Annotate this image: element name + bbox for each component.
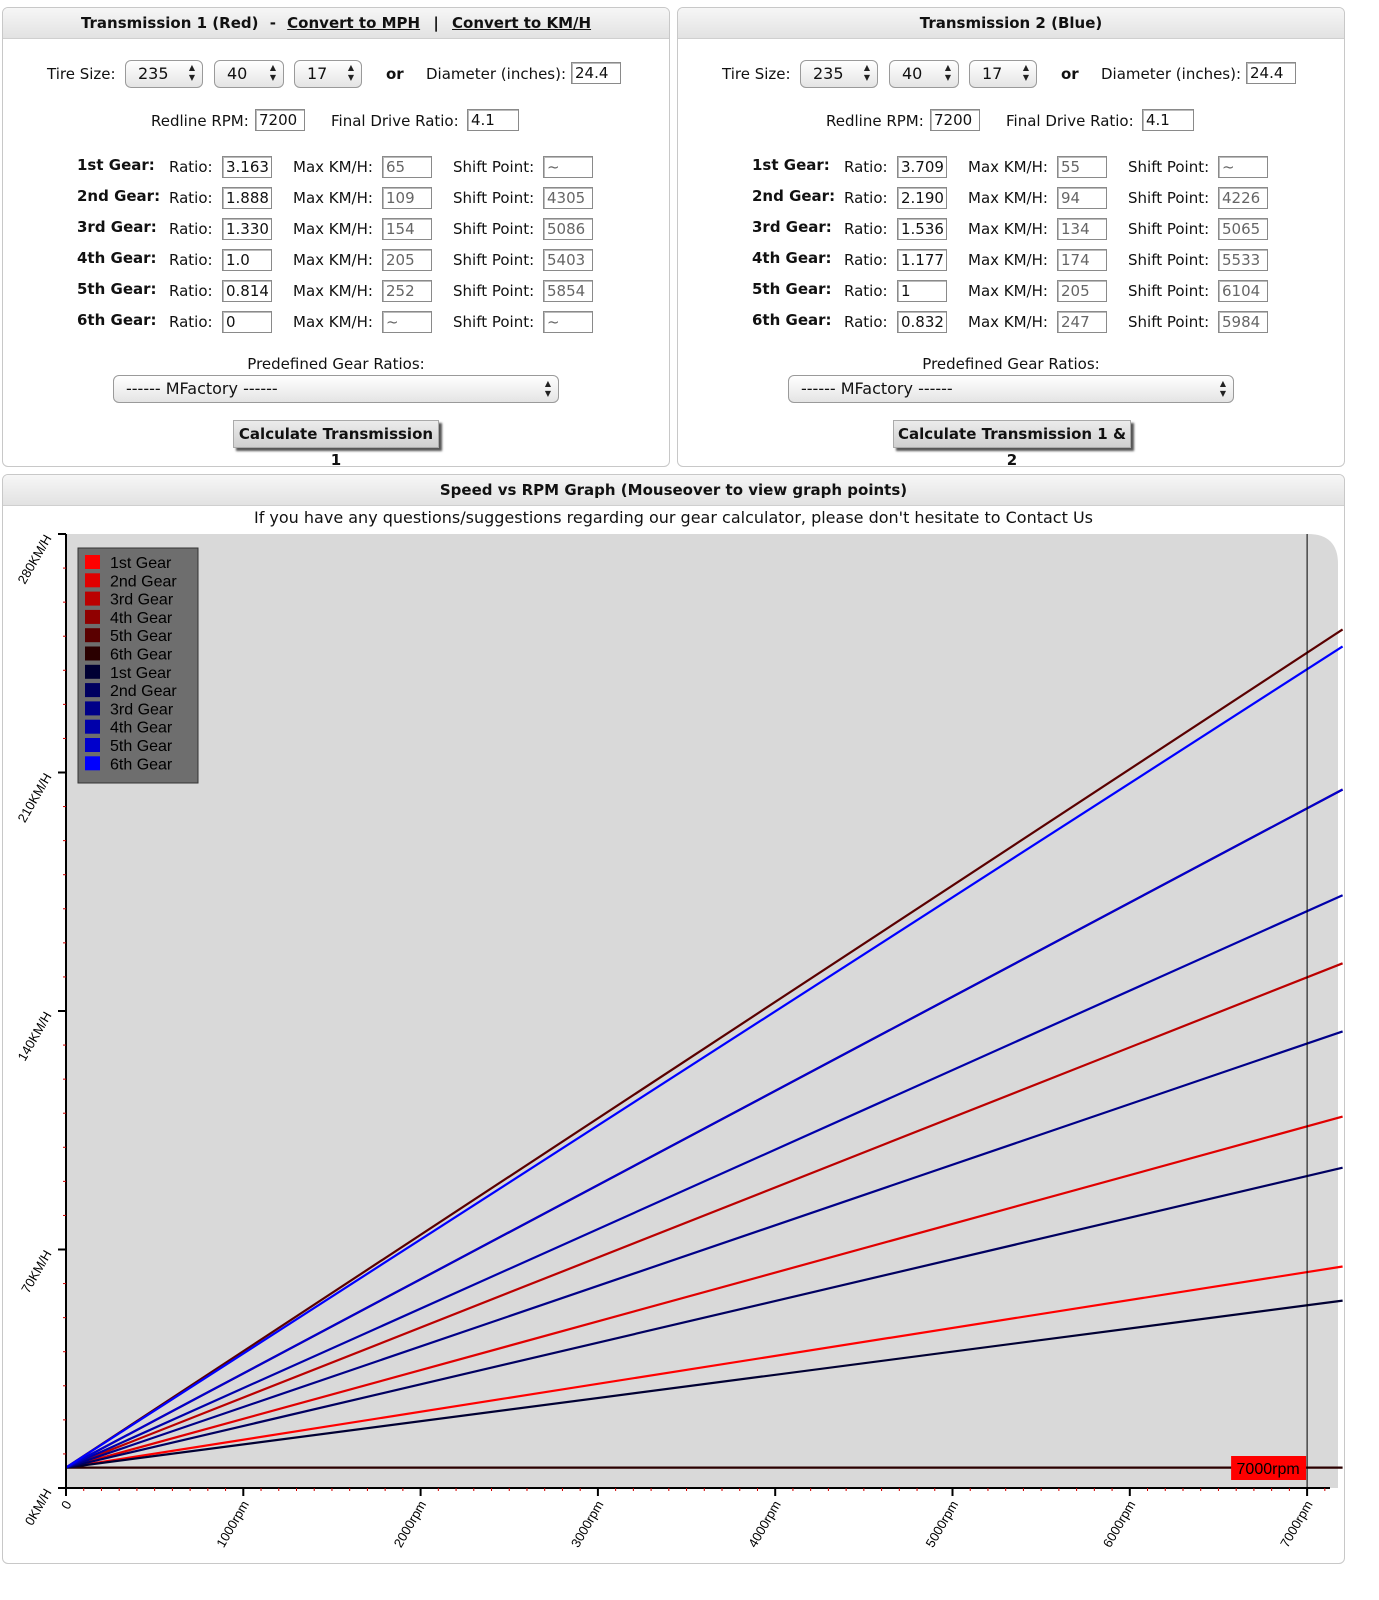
redline-rpm-label: Redline RPM: [826,112,924,130]
gear-ratio-input[interactable] [222,311,272,333]
tire-aspect-select[interactable] [214,60,284,88]
x-tick-label: 1000rpm [213,1498,252,1550]
ratio-label: Ratio: [169,282,213,300]
ratio-label: Ratio: [844,220,888,238]
updown-arrows-icon: ▲ ▼ [544,379,551,398]
header-separator: - [269,14,276,32]
legend-entry: 6th Gear [110,646,173,664]
legend-swatch [85,738,100,752]
legend-swatch [85,665,100,679]
predefined-ratios-label: Predefined Gear Ratios: [922,355,1100,373]
x-tick-label: 3000rpm [567,1498,607,1550]
final-drive-label: Final Drive Ratio: [331,112,459,130]
shift-point-output [1218,187,1268,209]
shift-point-label: Shift Point: [1128,158,1210,176]
final-drive-input[interactable] [1142,109,1194,131]
ratio-label: Ratio: [169,158,213,176]
gear-ratio-input[interactable] [222,156,272,178]
y-tick-label: 210KM/H [14,770,55,825]
x-tick-label: 0 [57,1498,75,1512]
transmission-2-panel [677,7,1345,467]
shift-point-label: Shift Point: [1128,251,1210,269]
shift-point-output [543,280,593,302]
select-value: ------ MFactory ------ [801,379,953,398]
tire-rim-select[interactable] [294,60,362,88]
predefined-ratios-label: Predefined Gear Ratios: [247,355,425,373]
updown-arrows-icon: ▲ ▼ [1022,63,1029,82]
max-speed-label: Max KM/H: [968,282,1048,300]
tire-width-select[interactable] [125,60,203,88]
x-tick-label: 2000rpm [390,1498,430,1550]
y-tick-label: 280KM/H [14,532,55,587]
ratio-label: Ratio: [844,313,888,331]
legend-swatch [85,592,100,606]
gear-label: 1st Gear: [752,156,830,174]
header-separator: | [433,14,439,32]
gear-ratio-input[interactable] [222,218,272,240]
legend-swatch [85,683,100,697]
shift-point-label: Shift Point: [1128,313,1210,331]
legend-entry: 5th Gear [110,738,173,755]
max-speed-output [382,280,432,302]
gear-label: 5th Gear: [77,280,157,298]
or-label: or [386,65,404,83]
gear-ratio-input[interactable] [897,156,947,178]
select-value: 40 [902,64,923,83]
max-speed-label: Max KM/H: [968,189,1048,207]
diameter-label: Diameter (inches): [426,65,567,83]
diameter-input[interactable] [1246,62,1296,84]
tire-rim-select[interactable] [969,60,1037,88]
graph-panel [2,474,1345,1564]
shift-point-output [543,156,593,178]
ratio-label: Ratio: [844,158,888,176]
transmission-1-title: Transmission 1 (Red) [80,14,259,32]
tire-size-label: Tire Size: [722,65,791,83]
y-tick-label: 70KM/H [18,1247,55,1296]
convert-to-kmh-link[interactable]: Convert to KM/H [452,14,592,32]
updown-arrows-icon: ▲ ▼ [1219,379,1226,398]
gear-label: 1st Gear: [77,156,155,174]
transmission-1-header [3,8,669,39]
max-speed-output [382,249,432,271]
predefined-ratios-select[interactable] [788,375,1234,403]
gear-label: 3rd Gear: [752,218,832,236]
max-speed-label: Max KM/H: [968,313,1048,331]
legend-swatch [85,573,100,587]
max-speed-label: Max KM/H: [293,220,373,238]
gear-ratio-input[interactable] [897,249,947,271]
gear-ratio-input[interactable] [897,218,947,240]
speed-rpm-chart[interactable] [3,475,1345,1564]
gear-label: 3rd Gear: [77,218,157,236]
graph-title: Speed vs RPM Graph (Mouseover to view graph points) [3,475,1344,506]
transmission-1-panel [2,7,670,467]
updown-arrows-icon: ▲ ▼ [944,63,951,82]
y-tick-label: 140KM/H [14,1009,55,1064]
tire-size-label: Tire Size: [47,65,116,83]
legend-entry: 2nd Gear [110,683,177,701]
gear-ratio-input[interactable] [897,187,947,209]
legend-swatch [85,555,100,569]
max-speed-output [382,218,432,240]
ratio-label: Ratio: [169,189,213,207]
select-value: ------ MFactory ------ [126,379,278,398]
shift-point-output [1218,311,1268,333]
legend-entry: 1st Gear [110,555,172,572]
redline-rpm-label: Redline RPM: [151,112,249,130]
gear-label: 2nd Gear: [752,187,836,205]
legend-swatch [85,647,100,661]
max-speed-label: Max KM/H: [968,220,1048,238]
max-speed-output [1057,311,1107,333]
gear-ratio-input[interactable] [222,187,272,209]
legend-entry: 6th Gear [110,756,173,774]
chart-legend [78,548,198,783]
gear-ratio-input[interactable] [222,249,272,271]
max-speed-output [382,187,432,209]
max-speed-output [1057,280,1107,302]
legend-swatch [85,756,100,770]
or-label: or [1061,65,1079,83]
max-speed-label: Max KM/H: [293,313,373,331]
ratio-label: Ratio: [844,282,888,300]
ratio-label: Ratio: [169,251,213,269]
calculate-button[interactable]: Calculate Transmission 1 & 2 [893,420,1131,448]
legend-swatch [85,628,100,642]
x-tick-label: 5000rpm [922,1498,962,1550]
max-speed-output [1057,218,1107,240]
ratio-label: Ratio: [844,251,888,269]
rpm-marker-label: 7000rpm [1236,1461,1300,1478]
max-speed-label: Max KM/H: [293,189,373,207]
legend-entry: 4th Gear [110,719,173,737]
select-value: 235 [813,64,844,83]
ratio-label: Ratio: [169,220,213,238]
shift-point-label: Shift Point: [453,282,535,300]
legend-entry: 3rd Gear [110,701,174,719]
max-speed-label: Max KM/H: [293,282,373,300]
graph-subtitle: If you have any questions/suggestions regarding our gear calculator, please don't hesitate to Contact Us [253,508,1093,527]
final-drive-input[interactable] [467,109,519,131]
redline-rpm-input[interactable] [255,109,305,131]
diameter-input[interactable] [571,62,621,84]
legend-entry: 5th Gear [110,628,173,646]
shift-point-output [543,218,593,240]
legend-swatch [85,610,100,624]
final-drive-label: Final Drive Ratio: [1006,112,1134,130]
gear-label: 2nd Gear: [77,187,161,205]
max-speed-label: Max KM/H: [968,251,1048,269]
shift-point-output [1218,218,1268,240]
max-speed-label: Max KM/H: [293,158,373,176]
max-speed-output [1057,156,1107,178]
shift-point-label: Shift Point: [453,251,535,269]
gear-label: 6th Gear: [77,311,157,329]
gear-ratio-input[interactable] [897,311,947,333]
updown-arrows-icon: ▲ ▼ [188,63,195,82]
gear-label: 4th Gear: [752,249,832,267]
shift-point-label: Shift Point: [453,313,535,331]
max-speed-output [382,311,432,333]
shift-point-label: Shift Point: [1128,189,1210,207]
shift-point-label: Shift Point: [453,189,535,207]
shift-point-label: Shift Point: [1128,220,1210,238]
select-value: 17 [307,64,328,83]
tire-aspect-select[interactable] [889,60,959,88]
shift-point-label: Shift Point: [453,220,535,238]
redline-rpm-input[interactable] [930,109,980,131]
tire-width-select[interactable] [800,60,878,88]
legend-swatch [85,720,100,734]
max-speed-label: Max KM/H: [293,251,373,269]
gear-label: 5th Gear: [752,280,832,298]
x-tick-label: 6000rpm [1099,1498,1139,1550]
transmission-2-title: Transmission 2 (Blue) [919,14,1103,32]
max-speed-label: Max KM/H: [968,158,1048,176]
updown-arrows-icon: ▲ ▼ [269,63,276,82]
legend-swatch [85,701,100,715]
gear-label: 6th Gear: [752,311,832,329]
updown-arrows-icon: ▲ ▼ [347,63,354,82]
shift-point-output [1218,280,1268,302]
select-value: 235 [138,64,169,83]
shift-point-output [1218,249,1268,271]
legend-entry: 4th Gear [110,609,173,627]
gear-ratio-input[interactable] [222,280,272,302]
max-speed-output [1057,187,1107,209]
max-speed-output [382,156,432,178]
diameter-label: Diameter (inches): [1101,65,1242,83]
gear-label: 4th Gear: [77,249,157,267]
select-value: 17 [982,64,1003,83]
shift-point-output [543,187,593,209]
legend-entry: 3rd Gear [110,591,174,609]
select-value: 40 [227,64,248,83]
shift-point-output [543,311,593,333]
x-tick-label: 4000rpm [745,1498,784,1550]
shift-point-output [543,249,593,271]
max-speed-output [1057,249,1107,271]
transmission-2-header [678,8,1344,39]
legend-entry: 2nd Gear [110,573,177,591]
shift-point-label: Shift Point: [453,158,535,176]
ratio-label: Ratio: [844,189,888,207]
y-tick-label: 0KM/H [21,1486,55,1528]
predefined-ratios-select[interactable] [113,375,559,403]
gear-ratio-input[interactable] [897,280,947,302]
updown-arrows-icon: ▲ ▼ [863,63,870,82]
calculate-button[interactable]: Calculate Transmission 1 [233,420,439,448]
shift-point-label: Shift Point: [1128,282,1210,300]
shift-point-output [1218,156,1268,178]
convert-to-mph-link[interactable]: Convert to MPH [287,14,421,32]
legend-entry: 1st Gear [110,664,172,682]
x-tick-label: 7000rpm [1277,1498,1316,1550]
ratio-label: Ratio: [169,313,213,331]
